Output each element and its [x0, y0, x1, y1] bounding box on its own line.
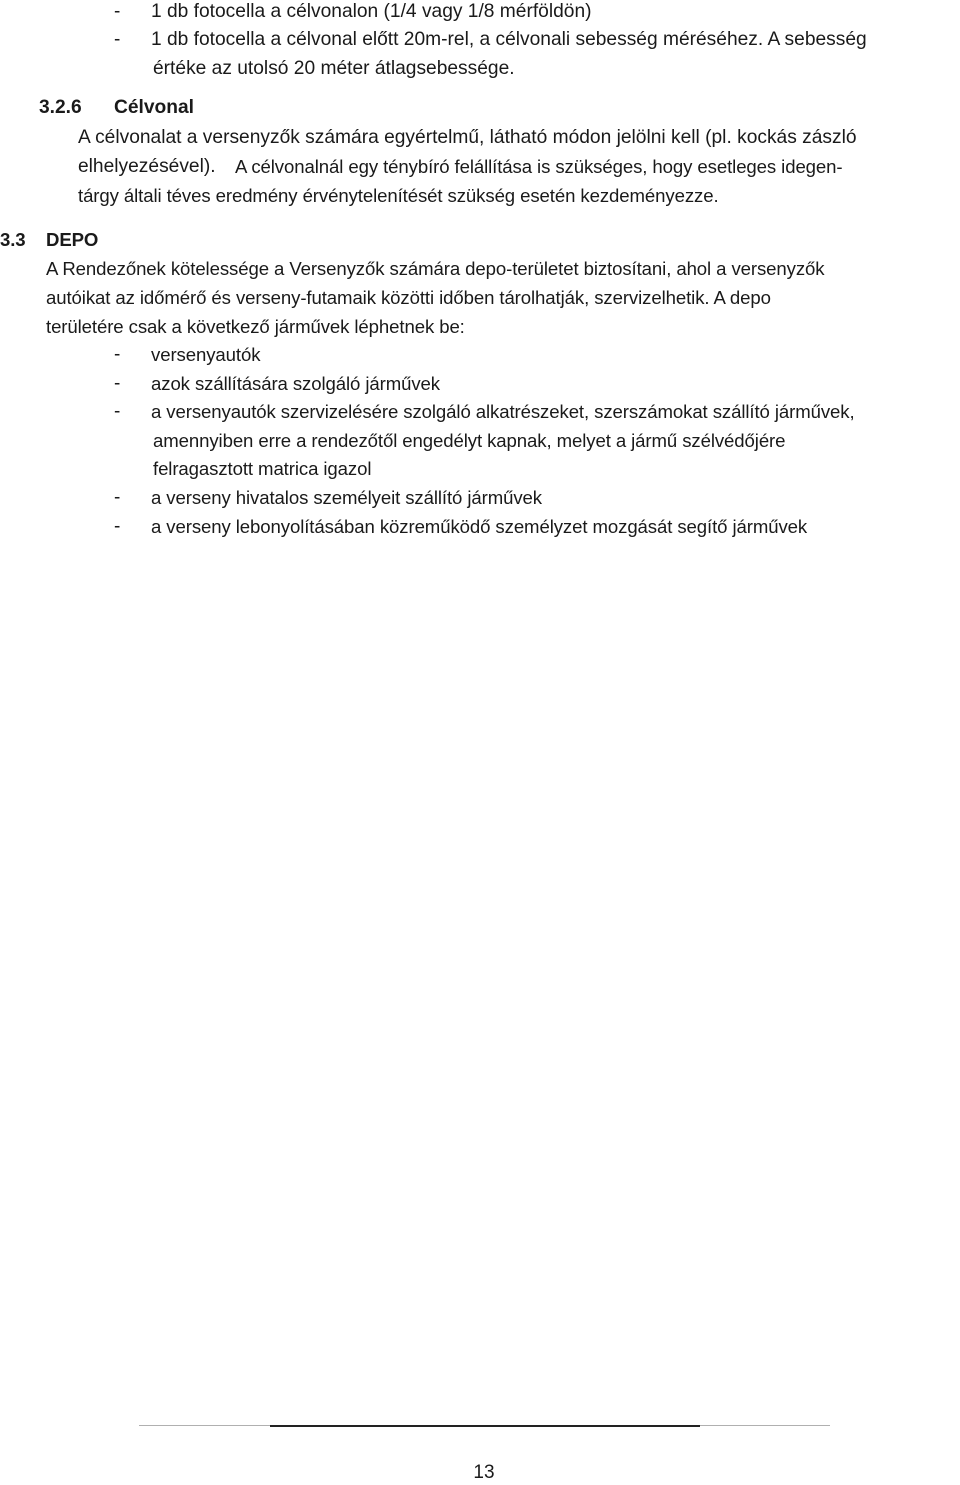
list-dash: -: [114, 29, 121, 50]
list-dash: -: [114, 487, 121, 508]
list-dash: -: [114, 516, 121, 537]
paragraph-line: elhelyezésével).: [78, 156, 216, 177]
list-item-continuation: amennyiben erre a rendezőtől engedélyt kapnak, melyet a jármű szélvédőjére: [153, 430, 786, 451]
list-dash: -: [114, 344, 121, 365]
page-number: 13: [473, 1462, 495, 1483]
list-dash: -: [114, 373, 121, 394]
section-title: DEPO: [46, 229, 99, 250]
list-item: versenyautók: [151, 344, 261, 365]
paragraph-line: területére csak a következő járművek léphetnek be:: [46, 316, 465, 337]
paragraph-line: A célvonalnál egy ténybíró felállítása is szükséges, hogy esetleges idegen-: [235, 156, 843, 177]
list-dash: -: [114, 1, 121, 22]
section-number: 3.3: [0, 229, 26, 250]
list-item: 1 db fotocella a célvonal előtt 20m-rel, a célvonali sebesség méréséhez. A sebesség: [151, 29, 867, 50]
paragraph-line: autóikat az időmérő és verseny-futamaik közötti időben tárolhatják, szervizelhetik. A depo: [46, 287, 771, 308]
list-item-continuation: felragasztott matrica igazol: [153, 458, 372, 479]
footer-rule-center: [270, 1425, 700, 1427]
section-title: Célvonal: [114, 97, 194, 118]
section-number: 3.2.6: [39, 97, 82, 118]
list-item: 1 db fotocella a célvonalon (1/4 vagy 1/8 mérföldön): [151, 1, 592, 22]
list-dash: -: [114, 401, 121, 422]
list-item: a verseny hivatalos személyeit szállító járművek: [151, 487, 542, 508]
list-item-continuation: értéke az utolsó 20 méter átlagsebessége.: [153, 58, 515, 79]
list-item: a verseny lebonyolításában közreműködő személyzet mozgását segítő járművek: [151, 516, 808, 537]
list-item: a versenyautók szervizelésére szolgáló alkatrészeket, szerszámokat szállító járművek,: [151, 401, 855, 422]
list-item: azok szállítására szolgáló járművek: [151, 373, 440, 394]
paragraph-line: tárgy általi téves eredmény érvénytelenítését szükség esetén kezdeményezze.: [78, 185, 719, 206]
paragraph-line: A Rendezőnek kötelessége a Versenyzők számára depo-területet biztosítani, ahol a versenyzők: [46, 258, 825, 279]
paragraph-line: A célvonalat a versenyzők számára egyértelmű, látható módon jelölni kell (pl. kockás zászló: [78, 127, 857, 148]
